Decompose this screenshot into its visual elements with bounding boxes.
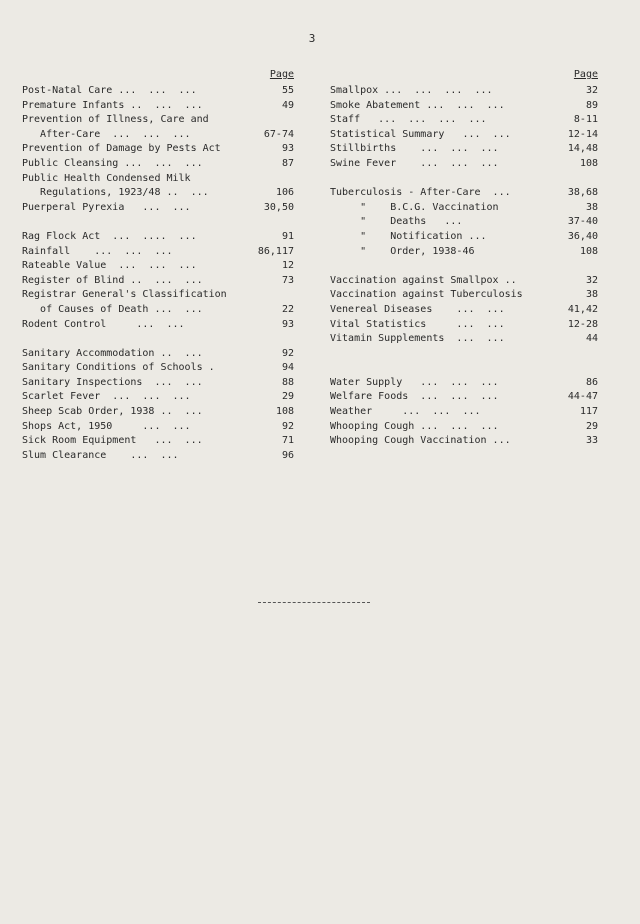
index-term: Regulations, 1923/48 .. ... bbox=[22, 187, 209, 199]
index-term: Registrar General's Classification bbox=[22, 289, 227, 301]
index-entry bbox=[330, 420, 598, 435]
index-term: Smoke Abatement ... ... ... bbox=[330, 99, 505, 111]
index-entry bbox=[22, 259, 294, 274]
index-term: Sanitary Conditions of Schools . bbox=[22, 362, 215, 374]
index-page-ref: 96 bbox=[281, 449, 294, 461]
index-entry bbox=[22, 215, 294, 230]
index-page-ref: 91 bbox=[281, 230, 294, 242]
index-entry bbox=[330, 113, 598, 128]
index-term: Rag Flock Act ... .... ... bbox=[22, 230, 197, 242]
index-term: Whooping Cough ... ... ... bbox=[330, 420, 499, 432]
index-entry bbox=[330, 230, 598, 245]
index-entry bbox=[22, 376, 294, 391]
index-page-ref: 30,50 bbox=[263, 201, 294, 213]
index-term: " Order, 1938-46 bbox=[330, 245, 475, 257]
index-term: Vaccination against Tuberculosis bbox=[330, 289, 523, 301]
index-page-ref: 29 bbox=[585, 420, 598, 432]
index-page-ref: 117 bbox=[579, 406, 598, 418]
index-term: Rateable Value ... ... ... bbox=[22, 260, 197, 272]
index-entry bbox=[330, 172, 598, 187]
index-entry bbox=[330, 186, 598, 201]
index-entry bbox=[330, 274, 598, 289]
index-entry bbox=[330, 84, 598, 99]
index-term: Prevention of Damage by Pests Act bbox=[22, 143, 221, 155]
index-page-ref: 93 bbox=[281, 143, 294, 155]
index-entry bbox=[330, 361, 598, 376]
index-term: Prevention of Illness, Care and bbox=[22, 114, 209, 126]
index-entry bbox=[22, 113, 294, 128]
index-term: Tuberculosis - After-Care ... bbox=[330, 187, 511, 199]
index-page-ref: 32 bbox=[585, 274, 598, 286]
index-entry bbox=[330, 142, 598, 157]
index-entry bbox=[330, 128, 598, 143]
index-term: Scarlet Fever ... ... ... bbox=[22, 391, 191, 403]
index-entry bbox=[22, 274, 294, 289]
index-term: After-Care ... ... ... bbox=[22, 128, 191, 140]
page-header-label: Page bbox=[269, 69, 294, 80]
index-entry bbox=[22, 245, 294, 260]
index-page-ref: 38 bbox=[585, 201, 598, 213]
index-entry bbox=[330, 318, 598, 333]
index-page-ref: 89 bbox=[585, 99, 598, 111]
index-term: Stillbirths ... ... ... bbox=[330, 143, 499, 155]
index-entry bbox=[330, 288, 598, 303]
index-page-ref: 41,42 bbox=[567, 303, 598, 315]
index-term: Sick Room Equipment ... ... bbox=[22, 435, 203, 447]
index-page-ref: 12-28 bbox=[567, 318, 598, 330]
index-page-ref: 37-40 bbox=[567, 216, 598, 228]
index-term: Whooping Cough Vaccination ... bbox=[330, 435, 511, 447]
index-term: Post-Natal Care ... ... ... bbox=[22, 85, 197, 96]
index-term: Public Health Condensed Milk bbox=[22, 172, 191, 184]
end-rule bbox=[258, 602, 370, 603]
index-list-left bbox=[22, 84, 294, 463]
index-term: Statistical Summary ... ... bbox=[330, 128, 511, 140]
index-page-ref: 49 bbox=[281, 99, 294, 111]
index-page-ref: 38,68 bbox=[567, 187, 598, 199]
index-entry bbox=[22, 449, 294, 464]
index-entry bbox=[22, 201, 294, 216]
index-page-ref: 12-14 bbox=[567, 128, 598, 140]
index-term: Vitamin Supplements ... ... bbox=[330, 333, 505, 345]
index-entry bbox=[330, 303, 598, 318]
index-page-ref: 106 bbox=[275, 187, 294, 199]
index-page-ref: 71 bbox=[281, 435, 294, 447]
index-page-ref: 93 bbox=[281, 318, 294, 330]
index-term: Staff ... ... ... ... bbox=[330, 114, 487, 126]
index-column-right bbox=[330, 68, 598, 449]
index-page-ref: 32 bbox=[585, 85, 598, 96]
index-term: " Deaths ... bbox=[330, 216, 463, 228]
index-page-ref: 87 bbox=[281, 157, 294, 169]
index-term: Venereal Diseases ... ... bbox=[330, 303, 505, 315]
index-term: Rainfall ... ... ... bbox=[22, 245, 173, 257]
index-entry bbox=[22, 128, 294, 143]
index-entry bbox=[22, 142, 294, 157]
index-page-ref: 108 bbox=[275, 406, 294, 418]
index-entry bbox=[330, 405, 598, 420]
index-entry bbox=[22, 157, 294, 172]
index-entry bbox=[22, 303, 294, 318]
index-page-ref: 44 bbox=[585, 333, 598, 345]
index-entry bbox=[22, 390, 294, 405]
index-term: Welfare Foods ... ... ... bbox=[330, 391, 499, 403]
index-entry bbox=[22, 186, 294, 201]
index-term: Vital Statistics ... ... bbox=[330, 318, 505, 330]
index-page-ref: 44-47 bbox=[567, 391, 598, 403]
index-entry bbox=[22, 434, 294, 449]
index-entry bbox=[330, 245, 598, 260]
index-page-ref: 33 bbox=[585, 435, 598, 447]
index-page-ref: 8-11 bbox=[573, 114, 598, 126]
index-entry bbox=[22, 172, 294, 187]
index-entry bbox=[22, 332, 294, 347]
index-page-ref: 12 bbox=[281, 260, 294, 272]
index-entry bbox=[22, 288, 294, 303]
index-page-ref: 73 bbox=[281, 274, 294, 286]
index-term: Sheep Scab Order, 1938 .. ... bbox=[22, 406, 203, 418]
index-page-ref: 14,48 bbox=[567, 143, 598, 155]
index-entry bbox=[22, 318, 294, 333]
index-entry bbox=[22, 361, 294, 376]
index-term: " Notification ... bbox=[330, 230, 487, 242]
index-page-ref: 86 bbox=[585, 376, 598, 388]
page-header-right bbox=[330, 68, 598, 84]
index-term: Smallpox ... ... ... ... bbox=[330, 85, 493, 96]
index-page-ref: 108 bbox=[579, 245, 598, 257]
index-entry bbox=[22, 405, 294, 420]
index-page-ref: 55 bbox=[281, 85, 294, 96]
index-term: Premature Infants .. ... ... bbox=[22, 99, 203, 111]
index-entry bbox=[22, 420, 294, 435]
index-page-ref: 22 bbox=[281, 303, 294, 315]
index-entry bbox=[330, 434, 598, 449]
index-page-ref: 94 bbox=[281, 362, 294, 374]
index-page-ref: 92 bbox=[281, 347, 294, 359]
index-page-ref: 86,117 bbox=[257, 245, 294, 257]
index-entry bbox=[330, 99, 598, 114]
index-page-ref: 29 bbox=[281, 391, 294, 403]
index-page-ref: 108 bbox=[579, 157, 598, 169]
index-page-ref: 92 bbox=[281, 420, 294, 432]
index-entry bbox=[330, 201, 598, 216]
index-entry bbox=[330, 157, 598, 172]
page-header-label: Page bbox=[573, 69, 598, 80]
index-term: Sanitary Inspections ... ... bbox=[22, 376, 203, 388]
index-entry bbox=[330, 259, 598, 274]
index-entry bbox=[22, 347, 294, 362]
index-column-left bbox=[22, 68, 294, 463]
index-entry bbox=[330, 376, 598, 391]
index-page-ref: 67-74 bbox=[263, 128, 294, 140]
page-number: 3 bbox=[308, 32, 316, 45]
index-page-ref: 36,40 bbox=[567, 230, 598, 242]
index-term: Vaccination against Smallpox .. bbox=[330, 274, 517, 286]
index-page-ref: 38 bbox=[585, 289, 598, 301]
index-entry bbox=[330, 347, 598, 362]
index-term: Register of Blind .. ... ... bbox=[22, 274, 203, 286]
page-header-left bbox=[22, 68, 294, 84]
index-term: " B.C.G. Vaccination bbox=[330, 201, 499, 213]
index-page-ref: 88 bbox=[281, 376, 294, 388]
index-entry bbox=[22, 230, 294, 245]
index-term: Swine Fever ... ... ... bbox=[330, 157, 499, 169]
index-term: of Causes of Death ... ... bbox=[22, 303, 203, 315]
index-entry bbox=[330, 332, 598, 347]
index-entry bbox=[22, 84, 294, 99]
index-term: Water Supply ... ... ... bbox=[330, 376, 499, 388]
index-term: Sanitary Accommodation .. ... bbox=[22, 347, 203, 359]
index-entry bbox=[330, 390, 598, 405]
index-term: Rodent Control ... ... bbox=[22, 318, 185, 330]
index-term: Slum Clearance ... ... bbox=[22, 449, 179, 461]
index-term: Public Cleansing ... ... ... bbox=[22, 157, 203, 169]
index-entry bbox=[22, 99, 294, 114]
index-entry bbox=[330, 215, 598, 230]
index-term: Puerperal Pyrexia ... ... bbox=[22, 201, 191, 213]
index-list-right bbox=[330, 84, 598, 449]
index-term: Shops Act, 1950 ... ... bbox=[22, 420, 191, 432]
index-term: Weather ... ... ... bbox=[330, 406, 481, 418]
